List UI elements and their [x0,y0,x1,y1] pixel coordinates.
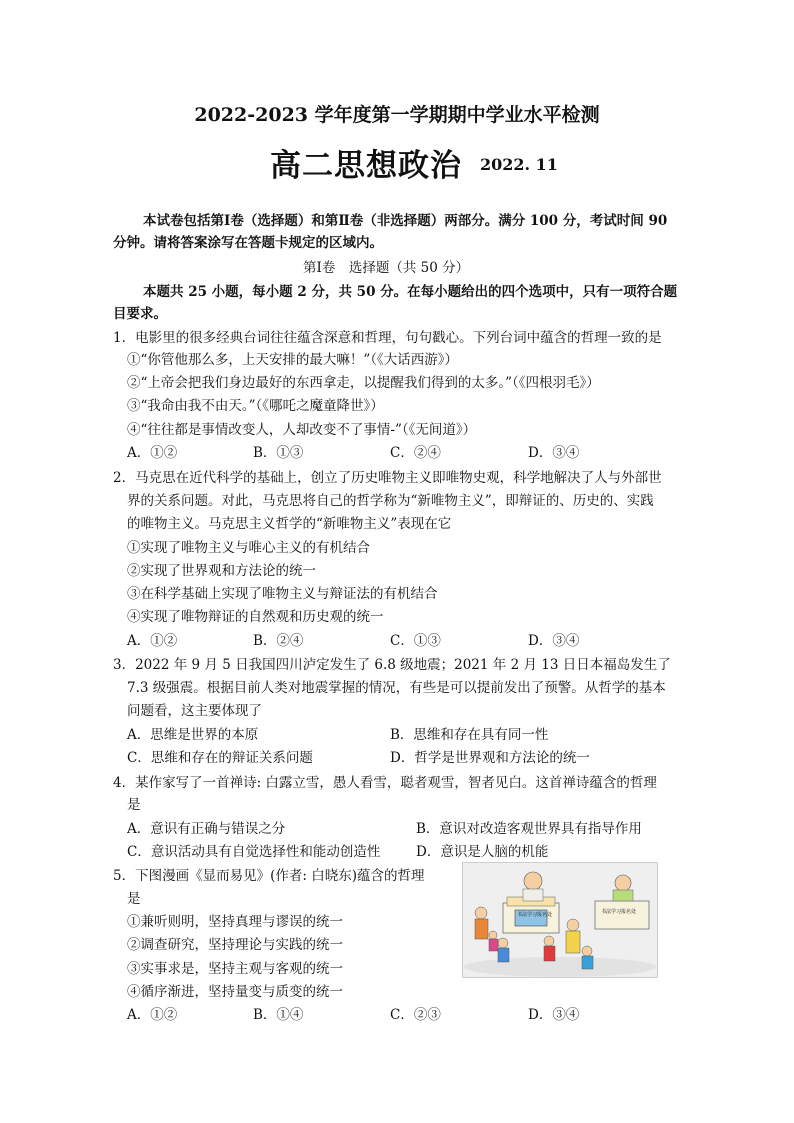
q5-item-1: ①兼听则明，坚持真理与谬误的统一 [127,914,343,930]
sign-left: 书法学习报名处 [517,912,553,918]
section-title: 第Ⅰ卷 选择题（共 50 分） [303,260,470,276]
q2-item-2: ②实现了世界观和方法论的统一 [127,563,316,579]
q5-option-d: D．③④ [528,1007,580,1023]
q1-option-a: A．①② [127,445,178,461]
subject-title: 高二思想政治 [270,148,462,184]
intro-line-2: 分钟。请将答案涂写在答题卡规定的区域内。 [113,235,383,251]
q5-stem-1: 5．下图漫画《显而易见》(作者: 白晓东)蕴含的哲理 [113,868,425,884]
q5-option-b: B．①④ [253,1007,304,1023]
q3-stem-1: 3．2022 年 9 月 5 日我国四川泸定发生了 6.8 级地震；2021 年 2 月 13 日日本福岛发生了 [113,657,671,673]
q3-stem-2: 7.3 级强震。根据目前人类对地震掌握的情况，有些是可以提前发出了预警。从哲学的基本 [127,680,666,696]
sign-right: 书法学习报名处 [601,909,637,915]
q2-option-a: A．①② [127,633,178,649]
q1-stem: 1．电影里的很多经典台词往往蕴含深意和哲理，句句戳心。下列台词中蕴含的哲理一致的是 [113,330,662,346]
q4-option-b: B．意识对改造客观世界具有指导作用 [416,821,642,837]
q1-option-c: C．②④ [390,445,441,461]
q4-option-a: A．意识有正确与错误之分 [127,821,286,837]
q4-option-c: C．意识活动具有自觉选择性和能动创造性 [127,844,381,860]
q3-option-b: B．思维和存在具有同一性 [390,727,549,743]
q2-stem-1: 2．马克思在近代科学的基础上，创立了历史唯物主义即唯物史观，科学地解决了人与外部世 [113,470,662,486]
q2-option-b: B．②④ [253,633,304,649]
intro-line-1: 本试卷包括第Ⅰ卷（选择题）和第Ⅱ卷（非选择题）两部分。满分 100 分，考试时间 90 [143,213,668,229]
q2-stem-3: 的唯物主义。马克思主义哲学的“新唯物主义”表现在它 [127,516,452,532]
q3-stem-3: 问题看，这主要体现了 [127,703,262,719]
cartoon-drawing [463,863,657,977]
q4-option-d: D．意识是人脑的机能 [416,844,549,860]
q5-item-4: ④循序渐进，坚持量变与质变的统一 [127,984,343,1000]
q2-item-4: ④实现了唯物辩证的自然观和历史观的统一 [127,609,384,625]
q4-stem-1: 4．某作家写了一首禅诗: 白露立雪，愚人看雪，聪者观雪，智者见白。这首禅诗蕴含的哲理 [113,775,657,791]
exam-title: 2022-2023 学年度第一学期期中学业水平检测 [194,104,600,126]
q4-stem-2: 是 [127,797,141,813]
section-instruction-2: 目要求。 [113,306,167,322]
q3-option-c: C．思维和存在的辩证关系问题 [127,750,313,766]
q1-option-d: D．③④ [528,445,580,461]
q2-option-d: D．③④ [528,633,580,649]
q2-item-1: ①实现了唯物主义与唯心主义的有机结合 [127,540,370,556]
q5-item-2: ②调查研究，坚持理论与实践的统一 [127,937,343,953]
q2-stem-2: 界的关系问题。对此，马克思将自己的哲学称为“新唯物主义”，即辩证的、历史的、实践 [127,493,654,509]
q1-option-b: B．①③ [253,445,304,461]
cartoon-illustration [462,862,658,978]
q1-item-4: ④“往往都是事情改变人，人却改变不了事情-”（《无间道》） [127,422,477,438]
q1-item-3: ③“我命由我不由天。”（《哪吒之魔童降世》） [127,398,384,414]
q5-option-c: C．②③ [390,1007,441,1023]
q5-stem-2: 是 [127,891,141,907]
q5-item-3: ③实事求是，坚持主观与客观的统一 [127,961,343,977]
exam-date: 2022. 11 [480,155,558,174]
q1-item-1: ①“你管他那么多，上天安排的最大嘛！”（《大话西游》） [127,352,459,368]
q2-item-3: ③在科学基础上实现了唯物主义与辩证法的有机结合 [127,586,438,602]
q5-option-a: A．①② [127,1007,178,1023]
q2-option-c: C．①③ [390,633,441,649]
section-instruction-1: 本题共 25 小题，每小题 2 分，共 50 分。在每小题给出的四个选项中，只有一项符合题 [143,284,678,300]
q1-item-2: ②“上帝会把我们身边最好的东西拿走，以提醒我们得到的太多。”（《四根羽毛》） [127,375,600,391]
q3-option-d: D．哲学是世界观和方法论的统一 [390,750,590,766]
q3-option-a: A．思维是世界的本原 [127,727,259,743]
